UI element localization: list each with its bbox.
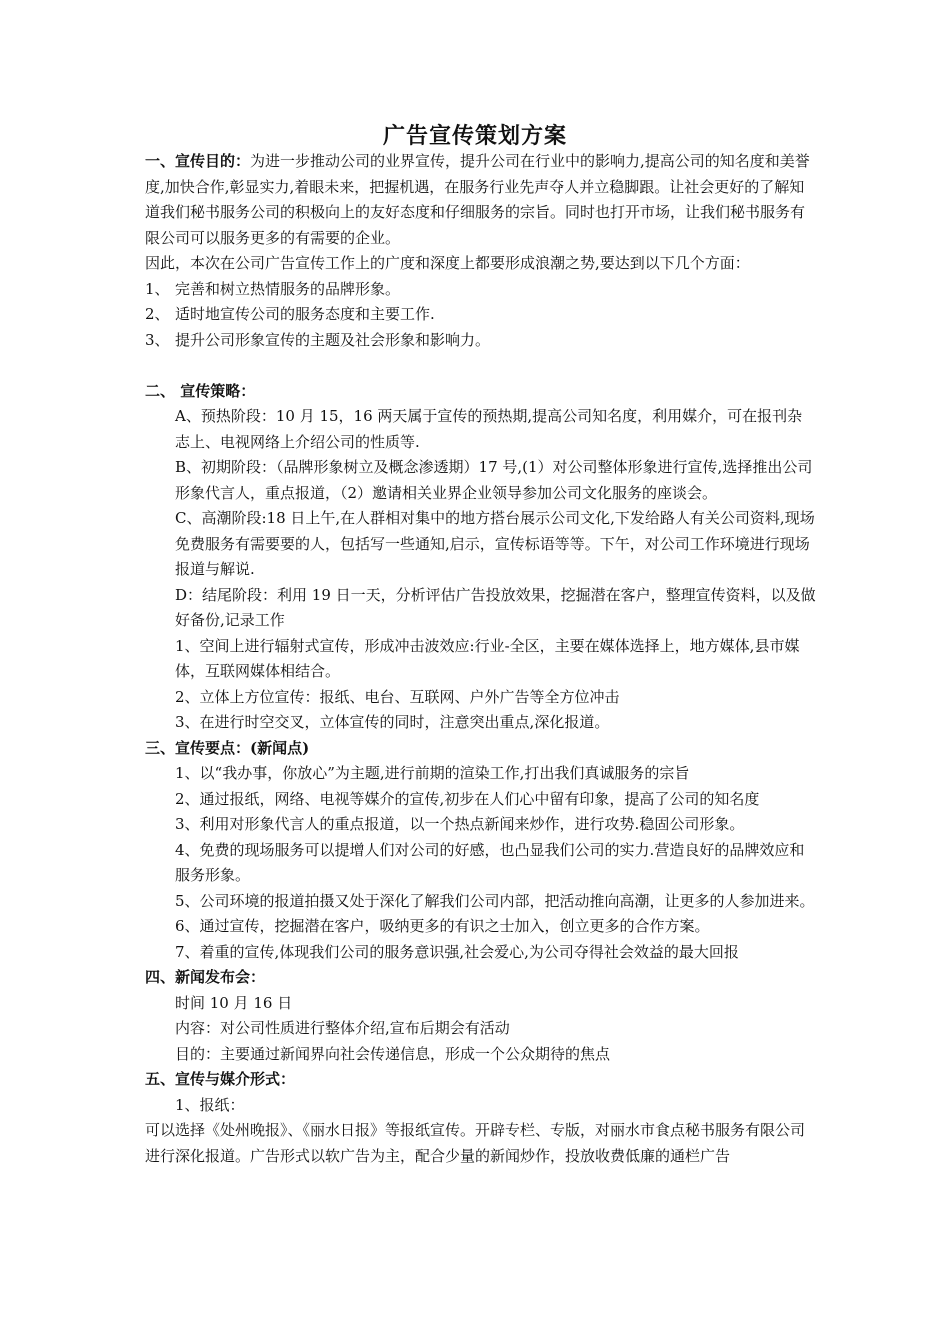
section-4-heading: 四、新闻发布会： xyxy=(145,968,266,986)
strategy-paragraph: B、初期阶段：（品牌形象树立及概念渗透期）17 号,(1）对公司整体形象进行宣传,选择推出公司形象代言人，重点报道，（2）邀请相关业界企业领导参加公司文化服务的座谈会。 xyxy=(175,458,813,502)
section-1-purpose xyxy=(145,149,817,353)
press-time: 时间 10 月 16 日 xyxy=(175,993,293,1012)
strategy-paragraph: 2、立体上方位宣传：报纸、电台、互联网、户外广告等全方位冲击 xyxy=(175,687,620,706)
media-body: 可以选择《处州晚报》、《丽水日报》等报纸宣传。开辟专栏、专版，对丽水市食点秘书服务有限公司进行深化报道。广告形式以软广告为主，配合少量的新闻炒作，投放收费低廉的通栏广告 xyxy=(145,1121,806,1165)
document-title: 广告宣传策划方案 xyxy=(382,123,567,149)
section-1-item xyxy=(145,302,817,328)
section-1-item xyxy=(145,277,817,303)
strategy-paragraph: C、高潮阶段:18 日上午,在人群相对集中的地方搭台展示公司文化,下发给路人有关公司资料,现场免费服务有需要要的人，包括写一些通知,启示，宣传标语等等。下午，对公司工作环境进行现场报道与解说. xyxy=(175,509,815,578)
item-number: 3、 xyxy=(145,330,170,349)
strategy-paragraph: 1、空间上进行辐射式宣传，形成冲击波效应:行业-全区，主要在媒体选择上，地方媒体,县市媒体，互联网媒体相结合。 xyxy=(175,636,800,680)
strategy-paragraph: 3、在进行时空交叉，立体宣传的同时，注意突出重点,深化报道。 xyxy=(175,713,610,731)
key-point-paragraph: 7、着重的宣传,体现我们公司的服务意识强,社会爱心,为公司夺得社会效益的最大回报 xyxy=(175,942,739,961)
section-5-media xyxy=(145,1067,817,1169)
key-point-paragraph: 2、通过报纸，网络、电视等媒介的宣传,初步在人们心中留有印象，提高了公司的知名度 xyxy=(175,789,760,808)
section-1-intro: 为进一步推动公司的业界宣传，提升公司在行业中的影响力,提高公司的知名度和美誉度,加快合作,彰显实力,着眼未来，把握机遇，在服务行业先声夺人并立稳脚跟。让社会更好的了解知道我们秘书服务公司的积极向上的友好态度和仔细服务的宗旨。同时也打开市场，让我们秘书服务有限公司可以服务更多的有需要的企业。 xyxy=(145,152,810,247)
key-point-paragraph: 6、通过宣传，挖掘潜在客户，吸纳更多的有识之士加入，创立更多的合作方案。 xyxy=(175,917,710,935)
key-point-paragraph: 3、利用对形象代言人的重点报道，以一个热点新闻来炒作，进行攻势.稳固公司形象。 xyxy=(175,815,745,833)
key-point-paragraph: 4、免费的现场服务可以提增人们对公司的好感，也凸显我们公司的实力.营造良好的品牌效应和服务形象。 xyxy=(175,840,805,884)
section-3-key-points xyxy=(145,736,817,966)
item-number: 1、 xyxy=(145,279,170,298)
section-3-heading: 三、宣传要点：(新闻点) xyxy=(145,738,310,757)
blank-line xyxy=(145,353,817,379)
item-text: 提升公司形象宣传的主题及社会形象和影响力。 xyxy=(175,330,491,349)
section-1-item xyxy=(145,328,817,354)
section-1-lead: 因此，本次在公司广告宣传工作上的广度和深度上都要形成浪潮之势,要达到以下几个方面： xyxy=(145,254,750,272)
strategy-paragraph: D：结尾阶段：利用 19 日一天，分析评估广告投放效果，挖掘潜在客户，整理宣传资料，以及做好备份,记录工作 xyxy=(175,585,816,629)
document-body xyxy=(145,149,817,1169)
item-text: 完善和树立热情服务的品牌形象。 xyxy=(175,279,401,298)
press-purpose: 目的：主要通过新闻界向社会传递信息，形成一个公众期待的焦点 xyxy=(175,1044,611,1063)
media-subheading: 1、报纸： xyxy=(175,1095,245,1114)
key-point-paragraph: 5、公司环境的报道拍摄又处于深化了解我们公司内部，把活动推向高潮，让更多的人参加进来。 xyxy=(175,891,815,910)
key-point-paragraph: 1、以“我办事，你放心”为主题,进行前期的渲染工作,打出我们真诚服务的宗旨 xyxy=(175,764,690,782)
section-5-heading: 五、宣传与媒介形式： xyxy=(145,1070,296,1088)
section-4-press-conference xyxy=(145,965,817,1067)
section-1-heading: 一、宣传目的： xyxy=(145,152,251,170)
strategy-paragraph: A、预热阶段：10 月 15，16 两天属于宣传的预热期,提高公司知名度，利用媒介，可在报刊杂志上、电视网络上介绍公司的性质等. xyxy=(175,407,803,451)
item-number: 2、 xyxy=(145,305,170,323)
item-text: 适时地宣传公司的服务态度和主要工作. xyxy=(175,305,435,323)
section-2-strategy xyxy=(145,379,817,736)
section-2-heading: 二、 宣传策略： xyxy=(145,381,256,400)
press-content: 内容：对公司性质进行整体介绍,宣布后期会有活动 xyxy=(175,1019,510,1037)
